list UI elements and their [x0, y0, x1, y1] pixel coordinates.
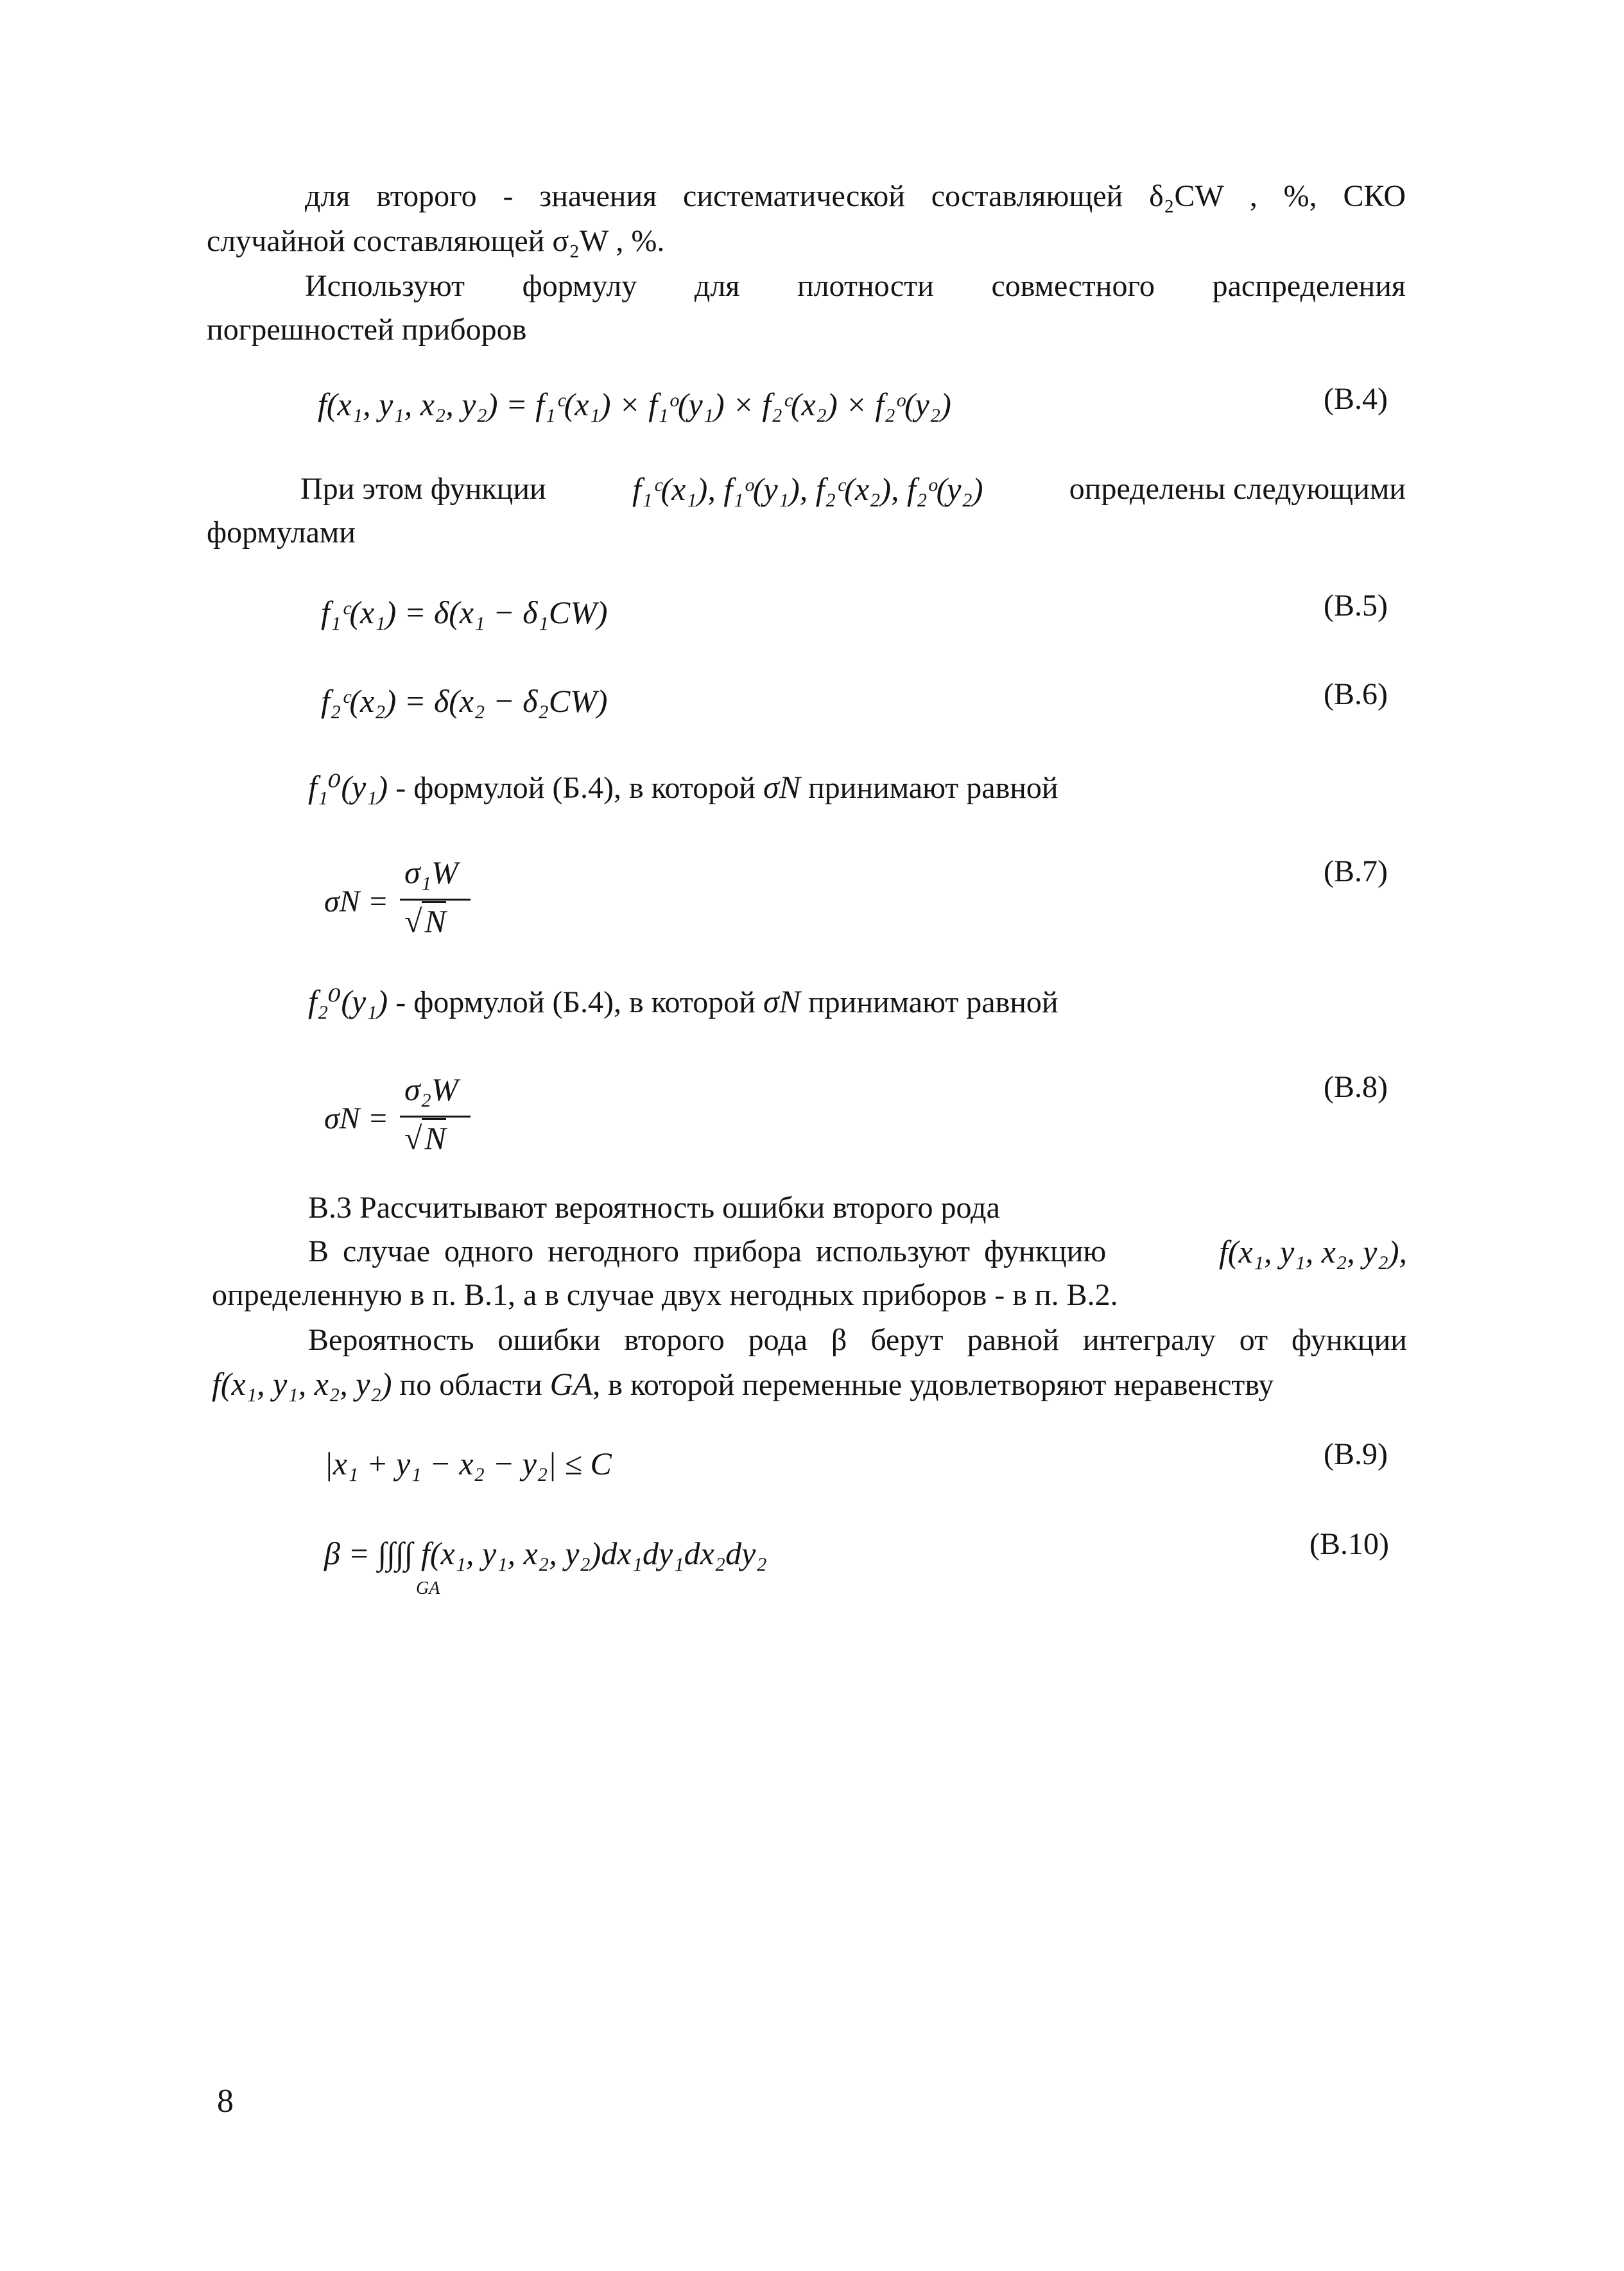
- page-number: 8: [217, 2083, 234, 2120]
- formula-b5: f₁ᶜ(x₁) = δ(x₁ − δ₁CW): [321, 594, 608, 630]
- formula-b7-lhs: σN =: [324, 885, 389, 919]
- paragraph-7-text: В случае одного негодного прибора используют функцию: [308, 1234, 1107, 1268]
- paragraph-2-line-2: погрешностей приборов: [207, 313, 527, 347]
- paragraph-8-text-1: по области: [392, 1368, 550, 1402]
- formula-b7-denominator: √N: [404, 902, 446, 940]
- paragraph-1-line-2: случайной составляющей σ₂W , %.: [207, 224, 665, 258]
- paragraph-5-sigma: σN: [763, 983, 800, 1019]
- equation-number-b6: (В.6): [1324, 677, 1388, 711]
- paragraph-8-line-2: [212, 1365, 1274, 1404]
- formula-b8-lhs: σN =: [324, 1101, 389, 1136]
- paragraph-4-formula: f₁⁰(y₁): [308, 769, 388, 805]
- equation-number-b10: (В.10): [1309, 1527, 1389, 1561]
- formula-b7-numerator: σ₁W: [404, 854, 458, 890]
- formula-b10-region: GA: [416, 1578, 440, 1598]
- formula-b7: [324, 854, 478, 950]
- paragraph-7-line-1: [308, 1232, 1407, 1271]
- formula-b8-denominator: √N: [404, 1119, 446, 1157]
- paragraph-7-line-2: определенную в п. В.1, а в случае двух негодных приборов - в п. В.2.: [212, 1278, 1118, 1312]
- equation-number-b7: (В.7): [1324, 854, 1388, 888]
- formula-b6: f₂ᶜ(x₂) = δ(x₂ − δ₂CW): [321, 683, 608, 719]
- paragraph-1-line-1: для второго - значения систематической составляющей δ₂CW , %, СКО: [305, 179, 1406, 213]
- paragraph-4: [308, 768, 1058, 807]
- paragraph-8-formula: f(x₁, y₁, x₂, y₂): [212, 1366, 392, 1402]
- formula-b8-fraction-bar: [400, 1116, 471, 1118]
- paragraph-5-formula: f₂⁰(y₁): [308, 983, 388, 1019]
- formula-b9: |x₁ + y₁ − x₂ − y₂| ≤ C: [324, 1446, 612, 1481]
- paragraph-3-line-1: [300, 470, 1406, 508]
- formula-b7-fraction-bar: [400, 899, 471, 901]
- paragraph-5: [308, 982, 1058, 1022]
- paragraph-2-line-1: Используют формулу для плотности совместного распределения: [305, 269, 1406, 303]
- equation-number-b5: (В.5): [1324, 589, 1388, 623]
- paragraph-3-formula: f₁ᶜ(x₁), f₁ᵒ(y₁), f₂ᶜ(x₂), f₂ᵒ(y₂): [632, 471, 983, 507]
- paragraph-8-region: GA: [549, 1366, 593, 1402]
- paragraph-3-text-after: определены следующими: [1069, 472, 1406, 506]
- paragraph-5-text-1: - формулой (Б.4), в которой: [388, 985, 763, 1019]
- paragraph-8-text-2: , в которой переменные удовлетворяют неравенству: [592, 1368, 1274, 1402]
- paragraph-4-sigma: σN: [763, 769, 800, 805]
- paragraph-3-line-2: формулами: [207, 515, 356, 549]
- paragraph-4-text-1: - формулой (Б.4), в которой: [388, 771, 763, 805]
- equation-number-b8: (В.8): [1324, 1070, 1388, 1104]
- formula-b10: β = ∫∫∫∫ f(x₁, y₁, x₂, y₂)dx₁dy₁dx₂dy₂: [324, 1535, 767, 1571]
- paragraph-8-line-1: Вероятность ошибки второго рода β берут равной интегралу от функции: [308, 1323, 1407, 1357]
- equation-number-b4: (В.4): [1324, 382, 1388, 416]
- paragraph-7-formula: f(x₁, y₁, x₂, y₂),: [1219, 1234, 1407, 1270]
- paragraph-3-text-before: При этом функции: [300, 472, 546, 506]
- section-b3-heading: В.3 Рассчитывают вероятность ошибки второго рода: [308, 1191, 1000, 1225]
- paragraph-4-text-2: принимают равной: [800, 771, 1058, 805]
- paragraph-5-text-2: принимают равной: [800, 985, 1058, 1019]
- formula-b4: f(x₁, y₁, x₂, y₂) = f₁ᶜ(x₁) × f₁ᵒ(y₁) × f₂ᶜ(x₂) × f₂ᵒ(y₂): [318, 386, 951, 422]
- equation-number-b9: (В.9): [1324, 1437, 1388, 1471]
- formula-b8-numerator: σ₂W: [404, 1071, 458, 1107]
- formula-b8: [324, 1071, 478, 1167]
